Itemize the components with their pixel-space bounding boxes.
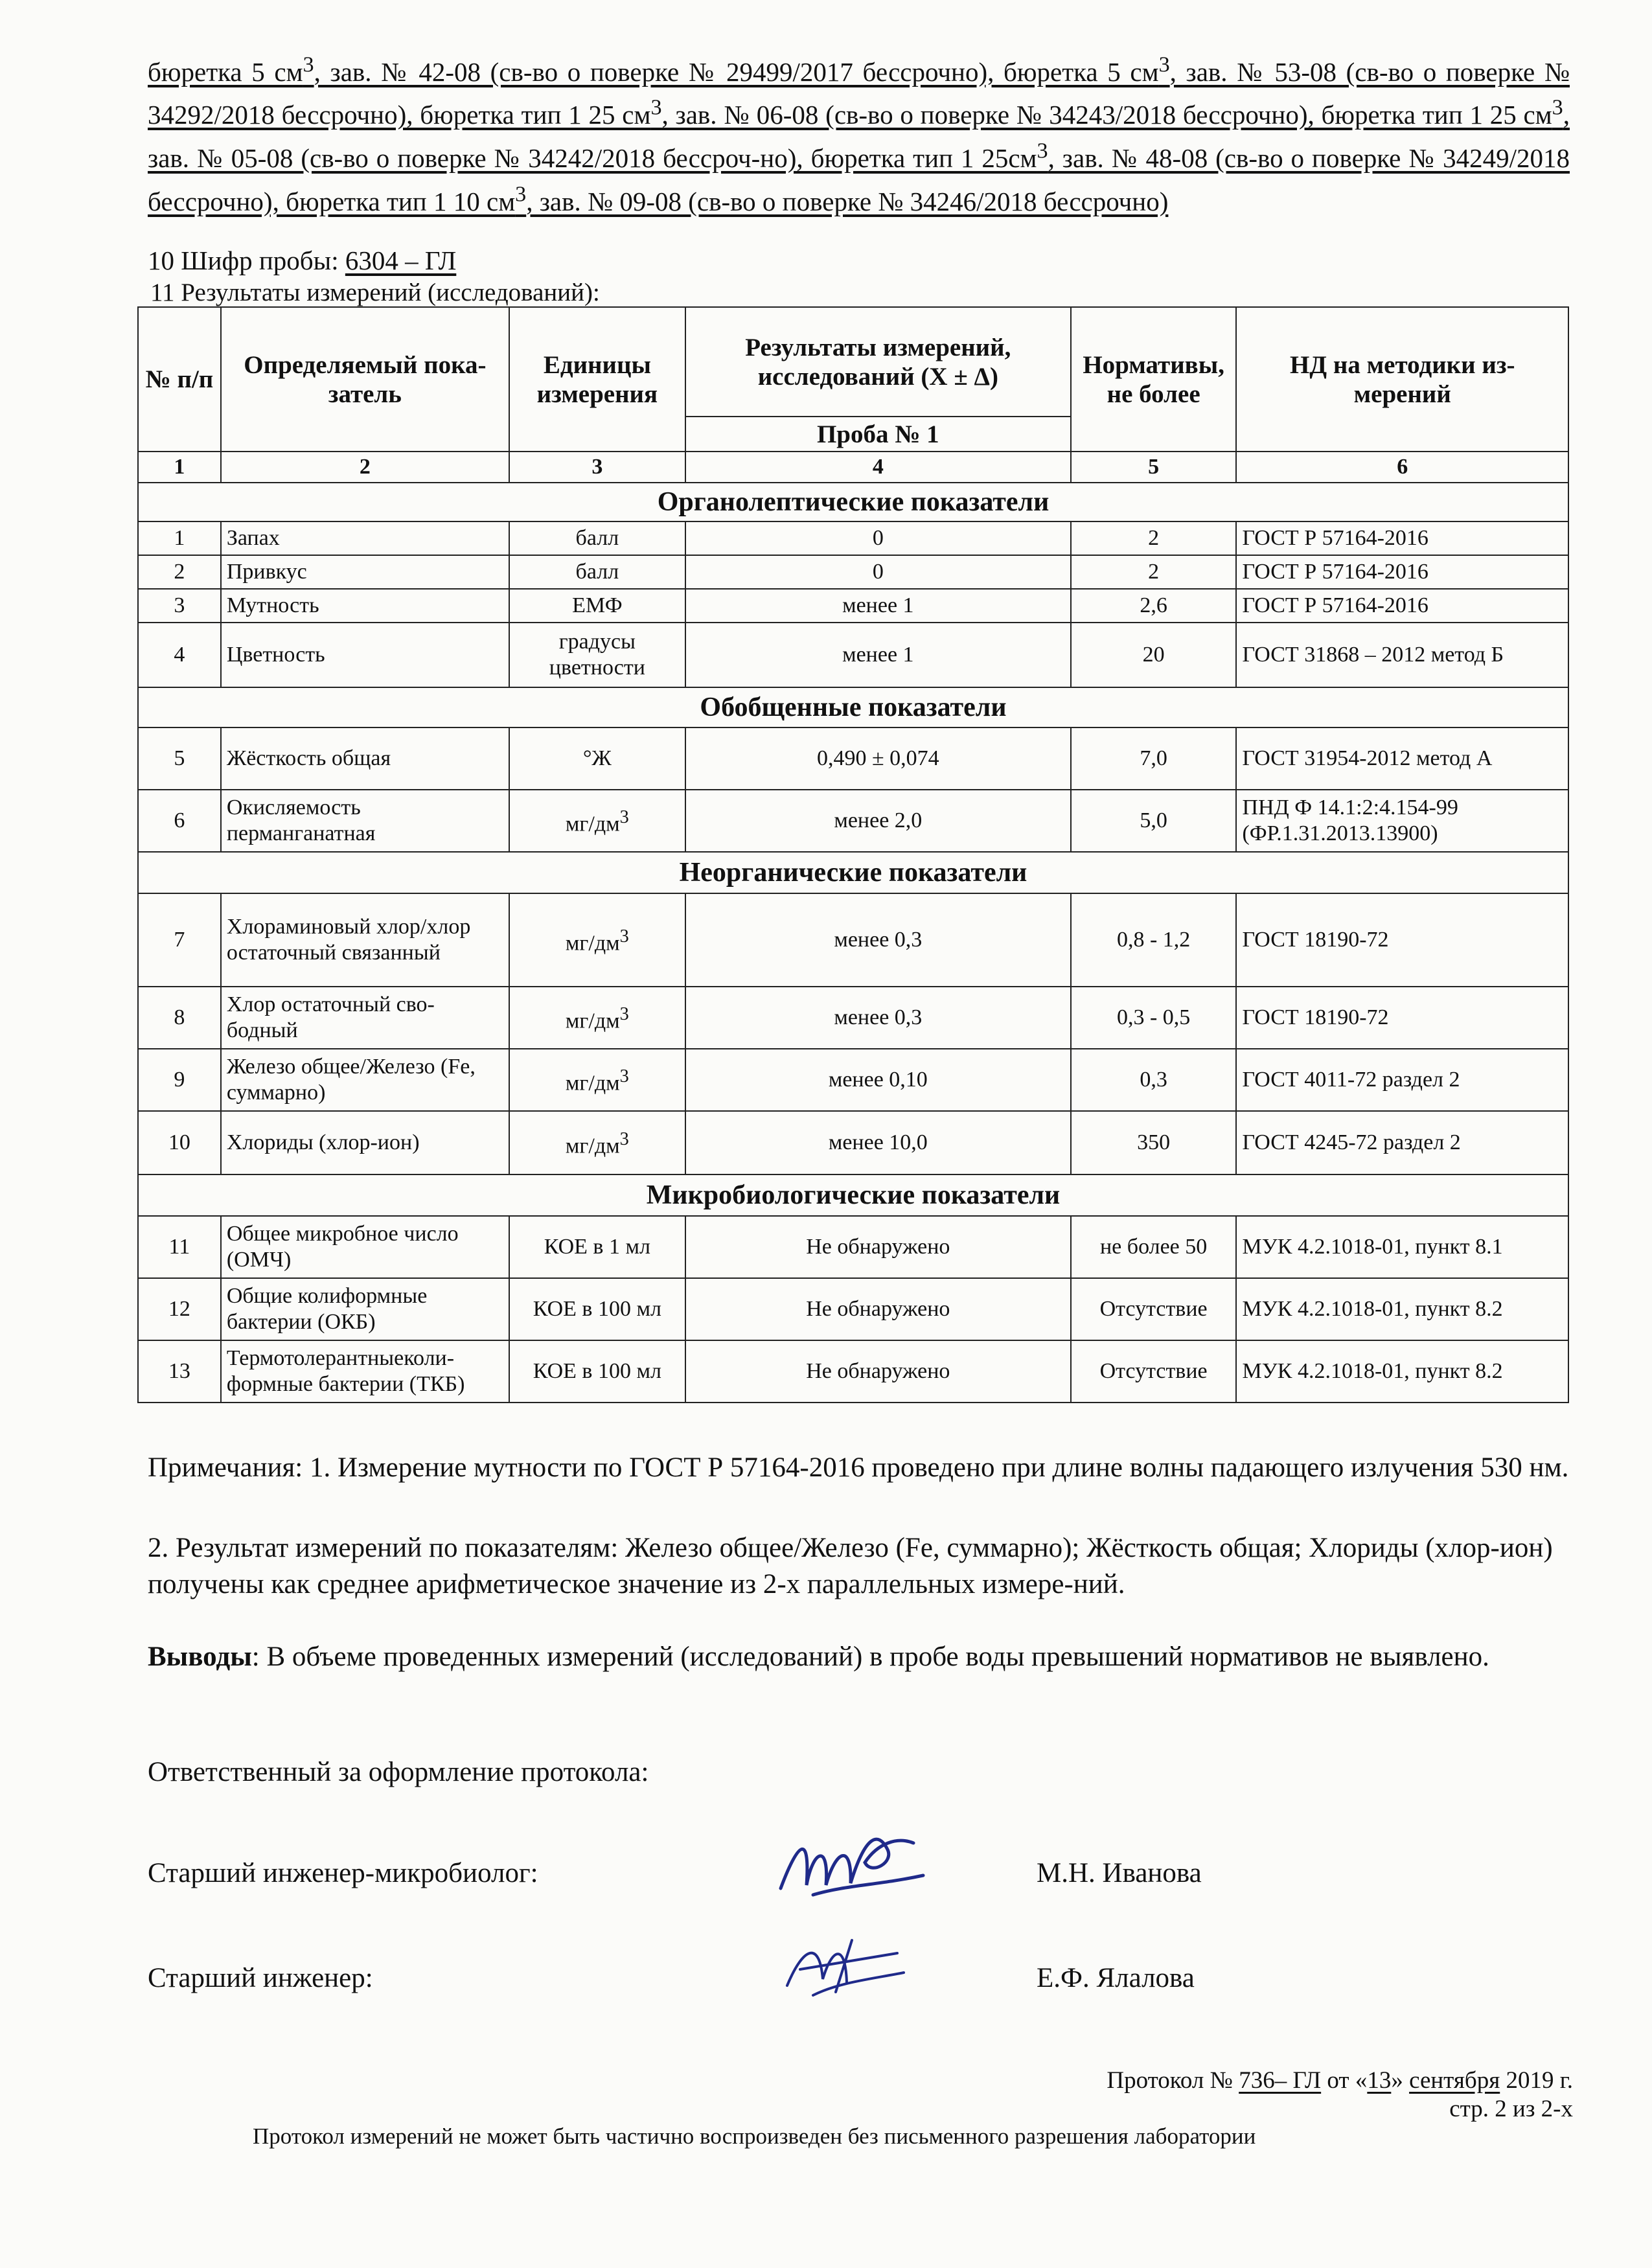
table-row: 5 Жёсткость общая °Ж 0,490 ± 0,074 7,0 ГОСТ 31954-2012 метод А xyxy=(138,727,1568,790)
signer-role: Старший инженер: xyxy=(148,1963,373,1993)
table-row: 4 Цветность градусы цветности менее 1 20 ГОСТ 31868 – 2012 метод Б xyxy=(138,623,1568,687)
equipment-text: бюретка 5 $см^3$, зав. № 42-08 (св-во о поверке № 29499/2017 бессрочно), бюретка 5 $см^3$, зав. № 53-08 (св-во о поверке № 34292/2018 бессрочно), бюретка тип 1 25 $см^3$, зав. № 06-08 (св-во о поверке № 34243/2018 бессрочно), бюретка тип 1 25 $см^3$, зав. № 05-08 (св-во о поверке № 34242/2018 бессроч-но), бюретка тип 1 $25см^3$, зав. № 48-08 (св-во о поверке № 34249/2018 бессрочно), бюретка тип 1 10 $см^3$, зав. № 09-08 (св-во о поверке № 34246/2018 бессрочно) xyxy=(148,52,1570,216)
section-title: Микробиологические показатели xyxy=(138,1174,1568,1216)
signature-1-icon xyxy=(774,1824,930,1908)
section-title: Обобщенные показатели xyxy=(138,687,1568,727)
colnum: 3 xyxy=(509,452,685,483)
colnum: 6 xyxy=(1236,452,1568,483)
section-title: Неорганические показатели xyxy=(138,852,1568,893)
header-norm: Нормативы, не более xyxy=(1071,307,1237,452)
table-row: 9 Железо общее/Железо (Fe, суммарно) $мг/дм^3$ менее 0,10 0,3 ГОСТ 4011-72 раздел 2 xyxy=(138,1049,1568,1111)
sample-code: 10 Шифр пробы: 6304 – ГЛ xyxy=(148,246,457,275)
colnum: 4 xyxy=(685,452,1071,483)
header-num: № п/п xyxy=(138,307,221,452)
header-sample: Проба № 1 xyxy=(685,417,1071,452)
results-title: 11 Результаты измерений (исследований): xyxy=(150,279,600,306)
header-result: Результаты измерений, исследований (X ± Δ) xyxy=(685,307,1071,417)
colnum: 5 xyxy=(1071,452,1237,483)
conclusion xyxy=(148,1639,1573,1675)
table-row: 11 Общее микробное число (ОМЧ) КОЕ в 1 мл Не обнаружено не более 50 МУК 4.2.1018-01, пункт 8.1 xyxy=(138,1216,1568,1278)
note-2: 2. Результат измерений по показателям: Железо общее/Железо (Fe, суммарно); Жёсткость общая; Хлориды (хлор-ион) получены как среднее арифметическое значение из 2-х параллельных измере-ний. xyxy=(148,1533,1553,1599)
conclusion-text: : В объеме проведенных измерений (исследований) в пробе воды превышений нормативов не выявлено. xyxy=(251,1642,1489,1672)
colnum: 1 xyxy=(138,452,221,483)
equipment-paragraph xyxy=(148,47,1570,220)
header-method: НД на методики из-мерений xyxy=(1236,307,1568,452)
table-row: 7 Хлораминовый хлор/хлор остаточный связанный $мг/дм^3$ менее 0,3 0,8 - 1,2 ГОСТ 18190-72 xyxy=(138,893,1568,987)
table-row: 6 Окисляемость перманганатная $мг/дм^3$ менее 2,0 5,0 ПНД Ф 14.1:2:4.154-99 (ФР.1.31.2013.13900) xyxy=(138,790,1568,852)
header-unit: Единицы измерения xyxy=(509,307,685,452)
section-title: Органолептические показатели xyxy=(138,483,1568,521)
table-row: 10 Хлориды (хлор-ион) $мг/дм^3$ менее 10,0 350 ГОСТ 4245-72 раздел 2 xyxy=(138,1111,1568,1174)
page-number: стр. 2 из 2-х xyxy=(1449,2096,1573,2122)
disclaimer: Протокол измерений не может быть частично воспроизведен без письменного разрешения лаборатории xyxy=(253,2124,1256,2149)
header-param: Определяемый пока-затель xyxy=(221,307,509,452)
signature-2-icon xyxy=(774,1927,910,2005)
conclusion-label: Выводы xyxy=(148,1642,252,1672)
table-row: 1 Запах балл 0 2 ГОСТ Р 57164-2016 xyxy=(138,521,1568,555)
signer-name: М.Н. Иванова xyxy=(1037,1858,1202,1888)
colnum: 2 xyxy=(221,452,509,483)
table-row: 8 Хлор остаточный сво-бодный $мг/дм^3$ менее 0,3 0,3 - 0,5 ГОСТ 18190-72 xyxy=(138,987,1568,1049)
table-row: 3 Мутность ЕМФ менее 1 2,6 ГОСТ Р 57164-2016 xyxy=(138,589,1568,623)
table-row: 13 Термотолерантныеколи-формные бактерии (ТКБ) КОЕ в 100 мл Не обнаружено Отсутствие МУК 4.2.1018-01, пункт 8.2 xyxy=(138,1340,1568,1403)
table-row: 12 Общие колиформные бактерии (ОКБ) КОЕ в 100 мл Не обнаружено Отсутствие МУК 4.2.1018-01, пункт 8.2 xyxy=(138,1278,1568,1340)
column-numbers-row xyxy=(138,452,1568,483)
signer-name: Е.Ф. Ялалова xyxy=(1037,1963,1195,1993)
signer-role: Старший инженер-микробиолог: xyxy=(148,1858,538,1888)
protocol-ref: Протокол № 736– ГЛ от «13» сентября 2019 г. xyxy=(1107,2067,1573,2094)
note-1: Примечания: 1. Измерение мутности по ГОСТ Р 57164-2016 проведено при длине волны падающего излучения 530 нм. xyxy=(148,1452,1569,1483)
results-table xyxy=(137,306,1569,1403)
table-row: 2 Привкус балл 0 2 ГОСТ Р 57164-2016 xyxy=(138,555,1568,589)
responsible-label: Ответственный за оформление протокола: xyxy=(148,1757,649,1787)
sample-code-value: 6304 – ГЛ xyxy=(345,246,457,275)
